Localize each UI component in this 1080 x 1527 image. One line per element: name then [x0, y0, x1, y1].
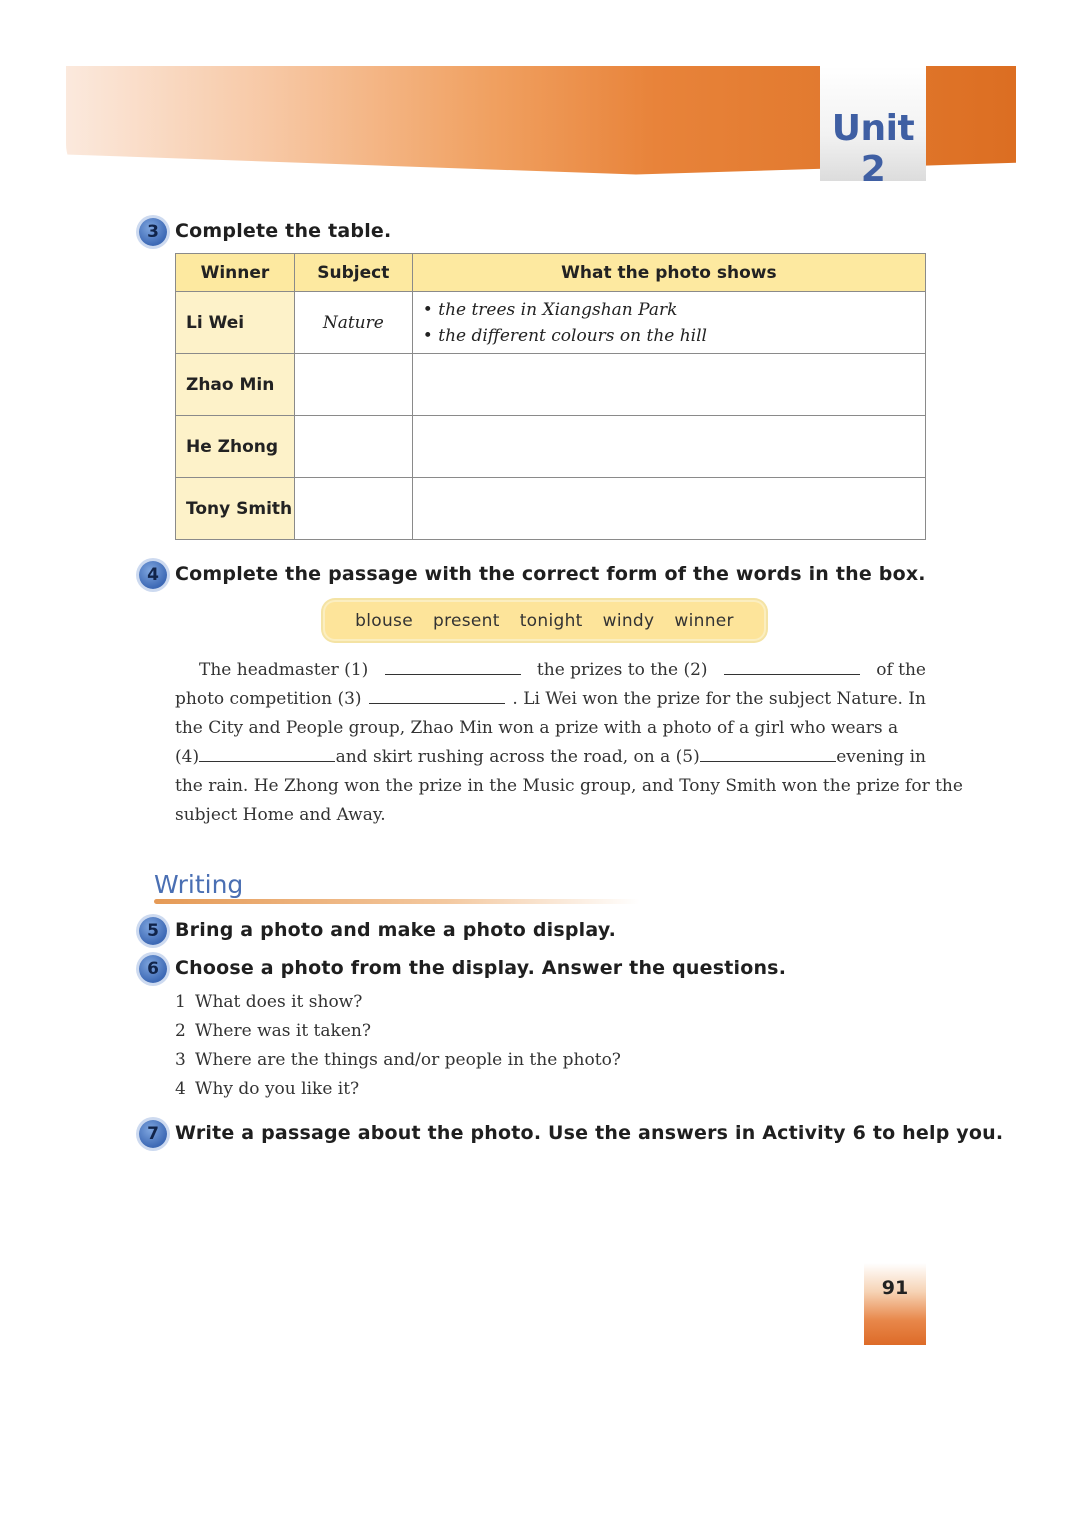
word-box-item: windy — [602, 610, 655, 631]
list-item — [175, 1075, 621, 1104]
blank-4[interactable] — [199, 743, 335, 762]
passage-text: photo competition (3) — [175, 689, 362, 709]
subject-cell-empty[interactable] — [294, 478, 412, 540]
photo-shows-cell-empty[interactable] — [412, 416, 925, 478]
word-box-item: blouse — [355, 610, 413, 631]
blank-1[interactable] — [385, 656, 521, 675]
passage-text: (4) — [175, 747, 200, 767]
table-row — [176, 354, 926, 416]
question-number: 3 — [175, 1050, 186, 1070]
passage-text: the City and People group, Zhao Min won a prize with a photo of a girl who wears a — [175, 718, 899, 738]
table-row — [176, 478, 926, 540]
winner-cell: Tony Smith — [176, 478, 295, 540]
passage-line — [175, 685, 926, 714]
subject-cell-empty[interactable] — [294, 416, 412, 478]
winner-cell: He Zhong — [176, 416, 295, 478]
question-text: Why do you like it? — [195, 1079, 360, 1099]
blank-5[interactable] — [700, 743, 836, 762]
column-header-photo-shows: What the photo shows — [412, 254, 925, 292]
bullet-item: • the trees in Xiangshan Park — [422, 299, 678, 320]
passage-line — [175, 772, 963, 801]
winner-cell: Zhao Min — [176, 354, 295, 416]
column-header-subject: Subject — [294, 254, 412, 292]
unit-title: Unit 2 — [831, 108, 915, 190]
activity-7-instruction: Write a passage about the photo. Use the answers in Activity 6 to help you. — [175, 1122, 1004, 1144]
question-text: Where are the things and/or people in the photo? — [195, 1050, 621, 1070]
word-box-item: tonight — [519, 610, 583, 631]
question-text: Where was it taken? — [195, 1021, 371, 1041]
activity-4-number-badge: 4 — [139, 561, 167, 589]
activity-6-number-badge: 6 — [139, 955, 167, 983]
passage-text: evening in — [836, 747, 926, 767]
table-row — [176, 292, 926, 354]
photo-shows-cell-empty[interactable] — [412, 354, 925, 416]
word-box-item: present — [432, 610, 500, 631]
passage-line — [175, 714, 926, 743]
blank-2[interactable] — [724, 656, 860, 675]
passage-line — [175, 743, 926, 772]
activity-4-instruction: Complete the passage with the correct form of the words in the box. — [175, 563, 926, 585]
word-box — [323, 600, 766, 641]
passage-text: and skirt rushing across the road, on a (5) — [335, 747, 700, 767]
question-number: 4 — [175, 1079, 186, 1099]
passage-text: The headmaster (1) — [199, 660, 369, 680]
fill-in-passage — [175, 656, 963, 830]
question-text: What does it show? — [195, 992, 363, 1012]
list-item — [175, 1017, 621, 1046]
activity-6-instruction: Choose a photo from the display. Answer the questions. — [175, 957, 787, 979]
activity-3-number-badge: 3 — [139, 218, 167, 246]
blank-3[interactable] — [369, 685, 505, 704]
passage-line — [175, 656, 926, 685]
passage-text: . Li Wei won the prize for the subject Nature. In — [512, 689, 926, 709]
question-number: 1 — [175, 992, 186, 1012]
list-item — [175, 988, 621, 1017]
photo-shows-cell-empty[interactable] — [412, 478, 925, 540]
writing-section-title: Writing — [154, 870, 244, 899]
activity-7-number-badge: 7 — [139, 1120, 167, 1148]
photo-winners-table — [175, 253, 926, 540]
passage-line — [175, 801, 926, 830]
table-header-row — [176, 254, 926, 292]
column-header-winner: Winner — [176, 254, 295, 292]
list-item — [175, 1046, 621, 1075]
activity-5-instruction: Bring a photo and make a photo display. — [175, 919, 617, 941]
passage-text: of the — [876, 660, 926, 680]
photo-shows-cell — [412, 292, 925, 354]
activity-5-number-badge: 5 — [139, 917, 167, 945]
bullet-item: • the different colours on the hill — [422, 325, 707, 346]
passage-text: the prizes to the (2) — [536, 660, 708, 680]
passage-text: the rain. He Zhong won the prize in the Music group, and Tony Smith won the prize for the — [175, 776, 963, 796]
question-list — [175, 988, 621, 1104]
page-number: 91 — [881, 1277, 909, 1299]
question-number: 2 — [175, 1021, 186, 1041]
word-box-item: winner — [674, 610, 734, 631]
writing-title-underline — [154, 899, 640, 904]
table-row — [176, 416, 926, 478]
subject-cell-empty[interactable] — [294, 354, 412, 416]
activity-3-instruction: Complete the table. — [175, 220, 392, 242]
subject-cell: Nature — [294, 292, 412, 354]
winner-cell: Li Wei — [176, 292, 295, 354]
passage-text: subject Home and Away. — [175, 805, 386, 825]
page-number-tab — [864, 1263, 926, 1345]
